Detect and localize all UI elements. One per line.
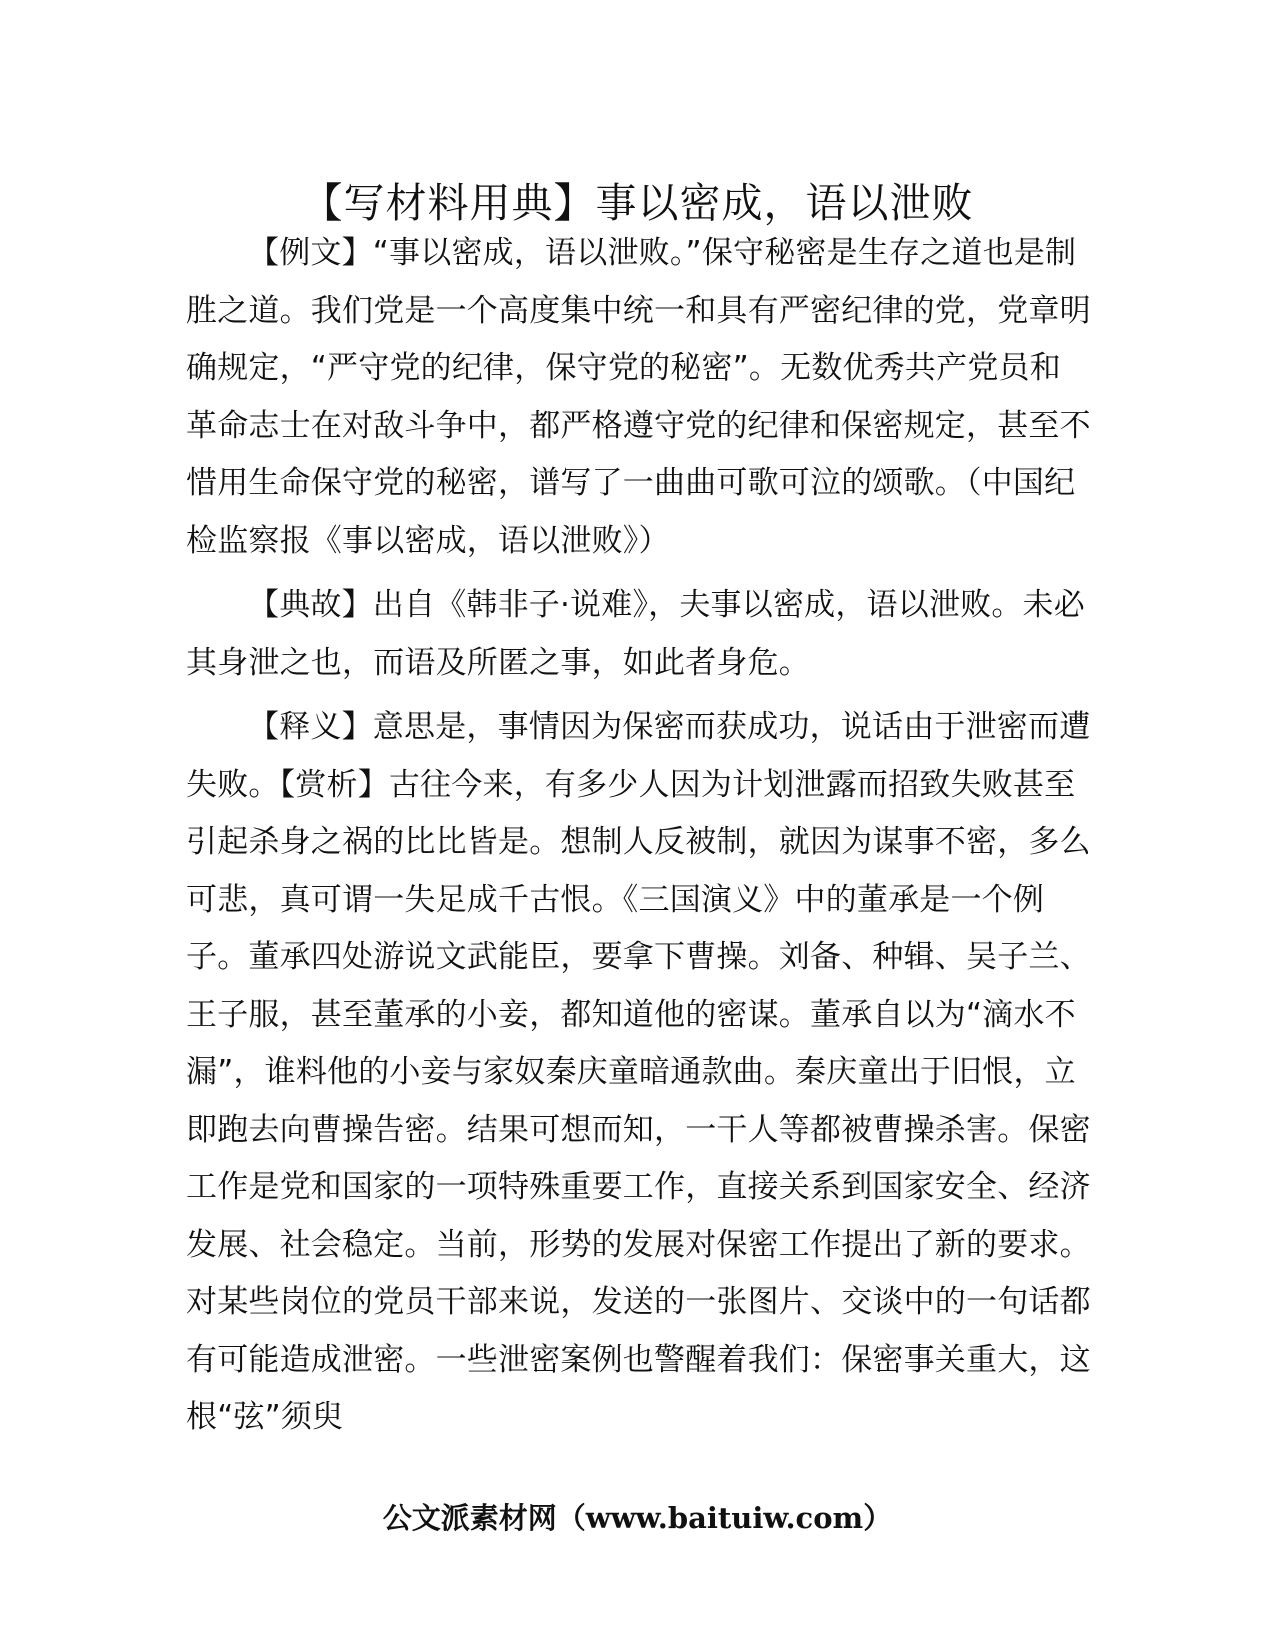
paragraph-interpretation: 【释义】意思是，事情因为保密而获成功，说话由于泄密而遭失败。【赏析】古往今来，有多少人因为计划泄露而招致失败甚至引起杀身之祸的比比皆是。想制人反被制，就因为谋事不密，多么可悲，真可谓一失足成千古恨。《三国演义》中的董承是一个例子。董承四处游说文武能臣，要拿下曹操。刘备、种辑、吴子兰、王子服，甚至董承的小妾，都知道他的密谋。董承自以为“滴水不漏”，谁料他的小妾与家奴秦庆童暗通款曲。秦庆童出于旧恨，立即跑去向曹操告密。结果可想而知，一干人等都被曹操杀害。保密工作是党和国家的一项特殊重要工作，直接关系到国家安全、经济发展、社会稳定。当前，形势的发展对保密工作提出了新的要求。对某些岗位的党员干部来说，发送的一张图片、交谈中的一句话都有可能造成泄密。一些泄密案例也警醒着我们：保密事关重大，这根“弦”须臾: [186, 709, 1091, 1435]
paragraph-allusion: 【典故】出自《韩非子·说难》，夫事以密成，语以泄败。未必其身泄之也，而语及所匿之事，如此者身危。: [186, 587, 1085, 681]
footer-watermark: 公文派素材网（www.baituiw.com）: [382, 1501, 893, 1535]
paragraph-example: 【例文】“事以密成，语以泄败。”保守秘密是生存之道也是制胜之道。我们党是一个高度集中统一和具有严密纪律的党，党章明确规定，“严守党的纪律，保守党的秘密”。无数优秀共产党员和革命志士在对敌斗争中，都严格遵守党的纪律和保密规定，甚至不惜用生命保守党的秘密，谱写了一曲曲可歌可泣的颂歌。（中国纪检监察报《事以密成，语以泄败》）: [186, 235, 1091, 559]
document-title: 【写材料用典】事以密成，语以泄败: [301, 179, 974, 228]
document-body: [186, 225, 1091, 1454]
